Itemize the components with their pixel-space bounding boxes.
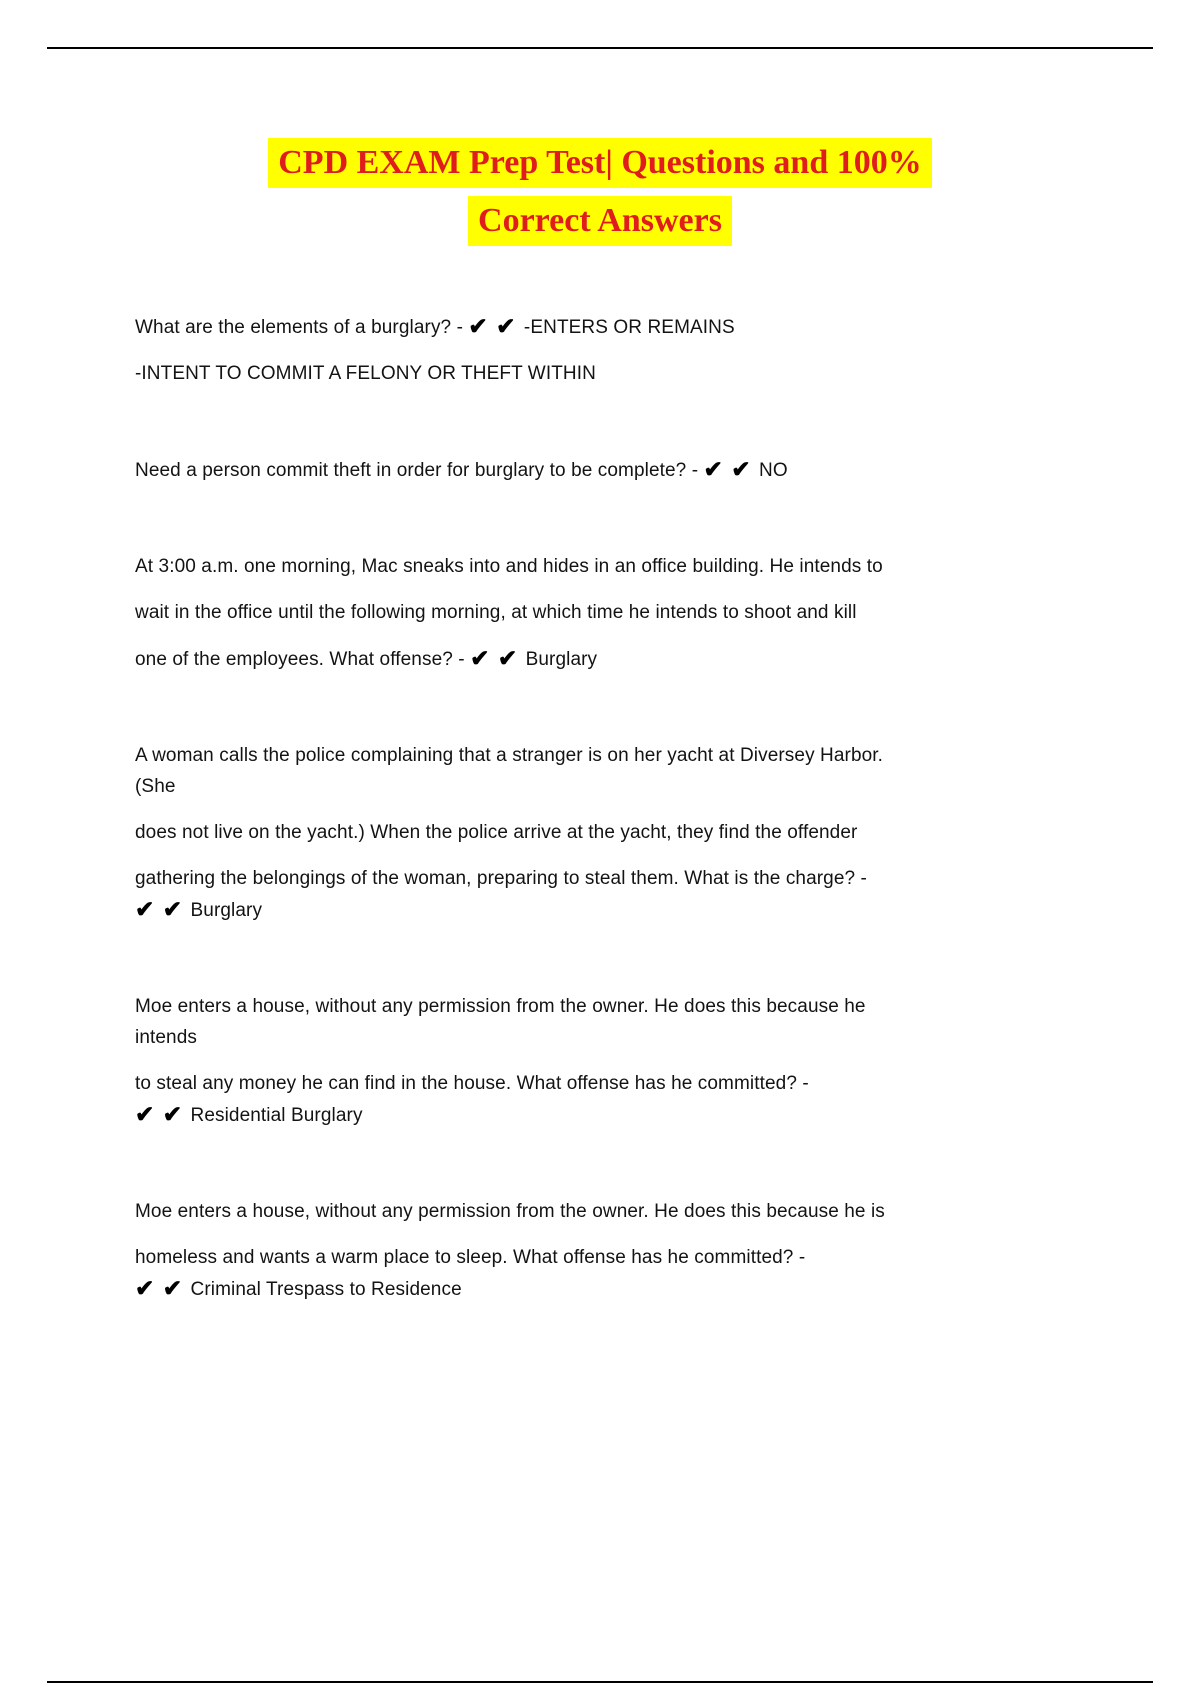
qa-line: one of the employees. What offense? - ✔ ✔ Burglary (135, 645, 598, 671)
checkmark-icon: ✔ (703, 456, 723, 482)
qa-block (135, 1196, 1075, 1305)
checkmark-icon: ✔ (135, 1275, 155, 1301)
qa-block (135, 454, 1075, 486)
qa-line: What are the elements of a burglary? - ✔ ✔ -ENTERS OR REMAINS (135, 313, 735, 339)
qa-block (135, 311, 1075, 389)
checkmark-icon: ✔ (496, 313, 516, 339)
checkmark-icon: ✔ (135, 896, 155, 922)
checkmark-icon: ✔ (470, 645, 490, 671)
checkmark-icon: ✔ (497, 645, 518, 671)
qa-block (135, 551, 1075, 675)
title-line-2: Correct Answers (468, 196, 732, 246)
qa-content (135, 311, 1075, 1305)
page-title (0, 134, 1200, 250)
qa-line: A woman calls the police complaining that a stranger is on her yacht at Diversey Harbor. (135, 745, 884, 766)
qa-line: Need a person commit theft in order for burglary to be complete? - ✔ ✔ NO (135, 456, 788, 482)
qa-line: gathering the belongings of the woman, preparing to steal them. What is the charge? - (135, 868, 867, 889)
qa-block (135, 991, 1075, 1131)
qa-line: -INTENT TO COMMIT A FELONY OR THEFT WITHIN (135, 363, 596, 384)
qa-line: to steal any money he can find in the house. What offense has he committed? - (135, 1073, 809, 1094)
qa-line: homeless and wants a warm place to sleep. What offense has he committed? - (135, 1247, 806, 1268)
checkmark-icon: ✔ (162, 1101, 183, 1127)
title-line-1: CPD EXAM Prep Test| Questions and 100% (268, 138, 931, 188)
qa-line: Moe enters a house, without any permission from the owner. He does this because he is (135, 1201, 885, 1222)
checkmark-icon: ✔ (162, 896, 183, 922)
checkmark-icon: ✔ (162, 1275, 183, 1301)
qa-line: At 3:00 a.m. one morning, Mac sneaks into and hides in an office building. He intends to (135, 556, 883, 577)
qa-line: does not live on the yacht.) When the police arrive at the yacht, they find the offender (135, 822, 858, 843)
top-rule (47, 47, 1153, 49)
qa-line: ✔ ✔ Criminal Trespass to Residence (135, 1275, 462, 1301)
qa-block (135, 740, 1075, 926)
qa-line: (She (135, 776, 176, 797)
checkmark-icon: ✔ (468, 313, 488, 339)
checkmark-icon: ✔ (731, 456, 751, 482)
checkmark-icon: ✔ (135, 1101, 155, 1127)
qa-line: Moe enters a house, without any permission from the owner. He does this because he (135, 996, 866, 1017)
bottom-rule (47, 1681, 1153, 1683)
qa-line: ✔ ✔ Residential Burglary (135, 1101, 363, 1127)
qa-line: ✔ ✔ Burglary (135, 896, 263, 922)
qa-line: wait in the office until the following morning, at which time he intends to shoot and kill (135, 602, 857, 623)
qa-line: intends (135, 1027, 197, 1048)
